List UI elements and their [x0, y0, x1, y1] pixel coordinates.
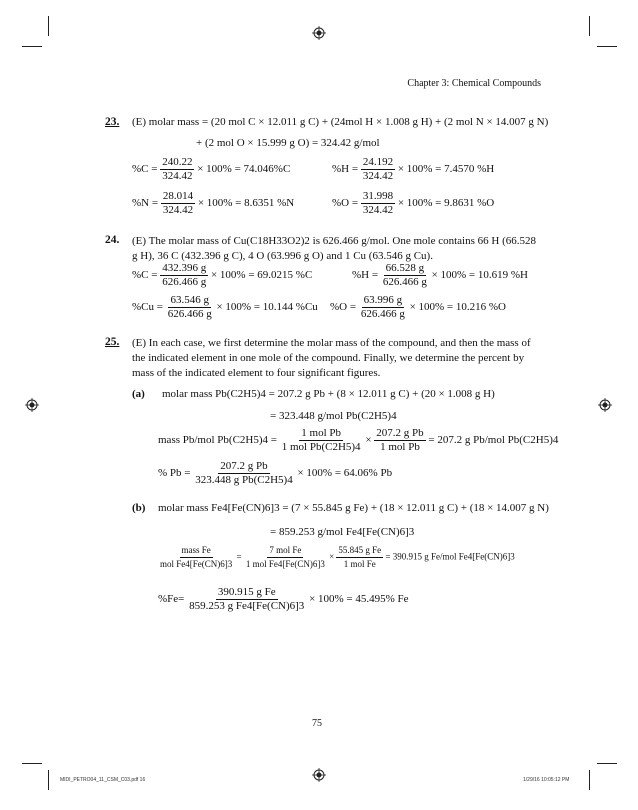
- p24-percent-o: %O = $\frac{63.996 g}{626.466 g}$ × 100% = 10.216 %O: [330, 294, 506, 320]
- crop-mark-top-left: [48, 16, 49, 36]
- p25a-molar-mass-line1: molar mass Pb(C2H5)4 = 207.2 g Pb + (8 × 12.011 g C) + (20 × 1.008 g H): [162, 388, 495, 400]
- crop-mark-top-right: [589, 16, 590, 36]
- registration-target-icon: [312, 26, 326, 40]
- page-number: 75: [312, 718, 322, 729]
- p23-percent-n: %N = $\frac{28.014}{324.42}$ × 100% = 8.6351 %N: [132, 190, 295, 216]
- p25b-molar-mass-line2: = 859.253 g/mol Fe4[Fe(CN)6]3: [270, 526, 415, 538]
- p23-percent-c: %C = $\frac{240.22}{324.42}$ × 100% = 74.046%C: [132, 156, 291, 182]
- registration-target-icon: [25, 398, 39, 412]
- p25b-mass-per-mol: $\frac{\text{mass Fe}}{\text{mol Fe4[Fe(CN)6]3}}$ = $\frac{\text{7 mol Fe}}{\text{1 mol Fe4[Fe(CN)6]3}}$ × $\frac{\text{55.845 g Fe}}{\text{1 mol Fe}}$ = 390.915 g Fe/mol Fe4[Fe(CN)6]3: [160, 545, 515, 569]
- chapter-header: Chapter 3: Chemical Compounds: [407, 78, 541, 89]
- p24-percent-c: %C = $\frac{432.396 g}{626.466 g}$ × 100% = 69.0215 %C: [132, 262, 313, 288]
- part-label-a: (a): [132, 388, 145, 400]
- crop-mark-top-left-h: [22, 46, 42, 47]
- p23-molar-mass-line1: (E) molar mass = (20 mol C × 12.011 g C) + (24mol H × 1.008 g H) + (2 mol N × 14.007 g N): [132, 116, 549, 128]
- p25-text: (E) In each case, we first determine the molar mass of the compound, and then the mass of the indicated element in one mole of the compound. Finally, we determine the percent by mass of the indicated element to four significant figures.: [132, 337, 531, 379]
- registration-target-icon: [598, 398, 612, 412]
- footer-filename: MIDI_PETRO04_11_CSM_C03.pdf 16: [60, 777, 146, 783]
- p24-text: (E) The molar mass of Cu(C18H33O2)2 is 626.466 g/mol. One mole contains 66 H (66.528 g H), 36 C (432.396 g C), 4 O (63.996 g O) and 1 Cu (63.546 g Cu).: [132, 235, 536, 262]
- p25a-mass-per-mol: mass Pb/mol Pb(C2H5)4 = $\frac{\text{1 mol Pb}}{\text{1 mol Pb(C2H5)4}}$ × $\frac{\text{207.2 g Pb}}{\text{1 mol Pb}}$ = 207.2 g Pb/mol Pb(C2H5)4: [158, 427, 559, 453]
- p25a-molar-mass-line2: = 323.448 g/mol Pb(C2H5)4: [270, 410, 397, 422]
- part-label-b: (b): [132, 502, 146, 514]
- p25b-percent-fe: %Fe= $\frac{\text{390.915 g Fe}}{\text{859.253 g Fe4[Fe(CN)6]3}}$ × 100% = 45.495% Fe: [158, 586, 409, 612]
- crop-mark-bottom-left-h: [22, 763, 42, 764]
- p25a-percent-pb: % Pb = $\frac{\text{207.2 g Pb}}{\text{323.448 g Pb(C2H5)4}}$ × 100% = 64.06% Pb: [158, 460, 393, 486]
- problem-number: 23.: [105, 116, 120, 128]
- crop-mark-bottom-right: [589, 770, 590, 790]
- footer-date: 1/29/16 10:05:12 PM: [523, 777, 570, 783]
- p24-percent-h: %H = $\frac{66.528 g}{626.466 g}$ × 100% = 10.619 %H: [352, 262, 528, 288]
- p23-molar-mass-line2: + (2 mol O × 15.999 g O) = 324.42 g/mol: [196, 137, 380, 149]
- crop-mark-top-right-h: [597, 46, 617, 47]
- p23-percent-h: %H = $\frac{24.192}{324.42}$ × 100% = 7.4570 %H: [332, 156, 495, 182]
- crop-mark-bottom-left: [48, 770, 49, 790]
- crop-mark-bottom-right-h: [597, 763, 617, 764]
- p23-percent-o: %O = $\frac{31.998}{324.42}$ × 100% = 9.8631 %O: [332, 190, 495, 216]
- p25b-molar-mass-line1: molar mass Fe4[Fe(CN)6]3 = (7 × 55.845 g Fe) + (18 × 12.011 g C) + (18 × 14.007 g N): [158, 502, 549, 514]
- problem-number: 25.: [105, 336, 120, 348]
- problem-number: 24.: [105, 234, 120, 246]
- p24-percent-cu: %Cu = $\frac{63.546 g}{626.466 g}$ × 100% = 10.144 %Cu: [132, 294, 318, 320]
- registration-target-icon: [312, 768, 326, 782]
